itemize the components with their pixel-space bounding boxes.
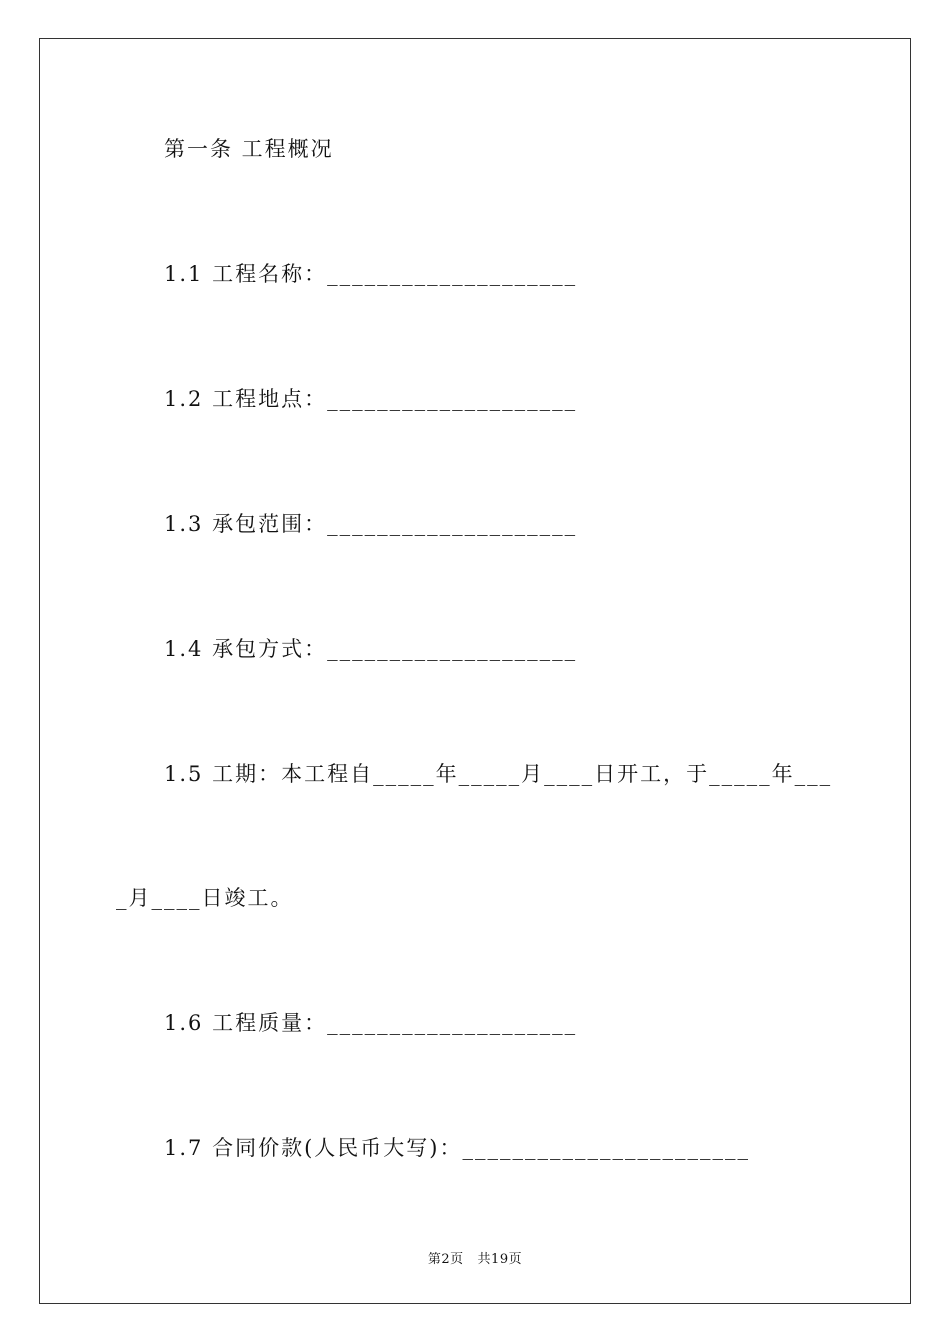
clause-1-7-contract-price: 1.7 合同价款(人民币大写)：_______________________: [164, 1136, 750, 1160]
clause-1-2-project-location: 1.2 工程地点：____________________: [164, 387, 578, 411]
clause-1-1-project-name: 1.1 工程名称：____________________: [164, 262, 578, 286]
clause-1-5-continuation: _月____日竣工。: [116, 886, 294, 910]
page-number-footer: 第2页 共19页: [427, 1252, 523, 1267]
clause-1-5-construction-period: 1.5 工期：本工程自_____年_____月____日开工，于_____年___: [164, 762, 833, 786]
clause-1-3-contract-scope: 1.3 承包范围：____________________: [164, 512, 578, 536]
clause-1-4-contract-method: 1.4 承包方式：____________________: [164, 637, 578, 661]
page-border: [39, 38, 911, 1304]
article-heading: 第一条 工程概况: [164, 137, 334, 161]
clause-1-6-project-quality: 1.6 工程质量：____________________: [164, 1011, 578, 1035]
